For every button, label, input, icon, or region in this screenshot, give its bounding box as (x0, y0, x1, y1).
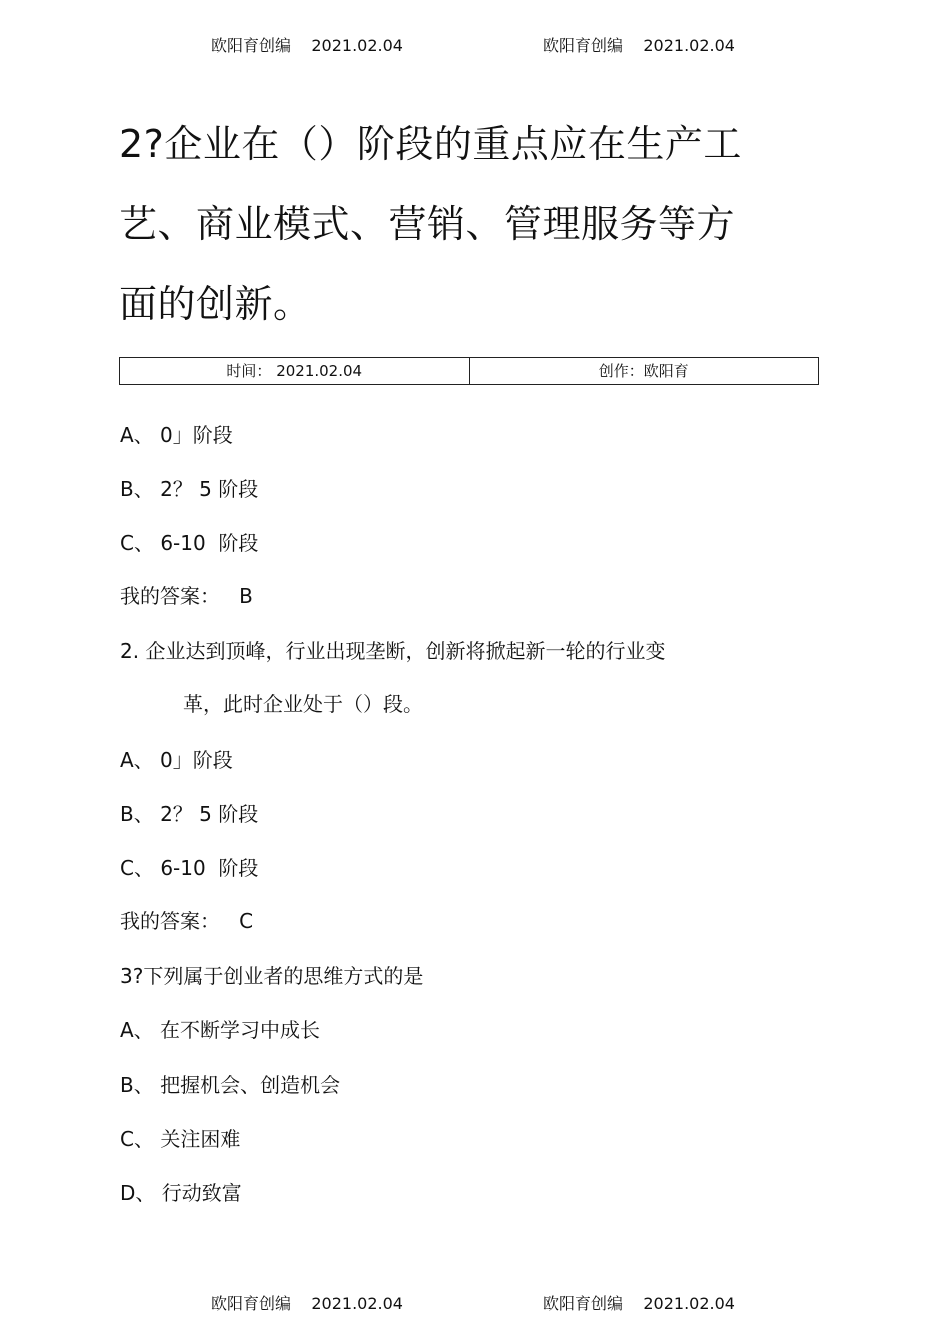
meta-author: 创作：欧阳育 (469, 358, 819, 384)
footer-left-text: 欧阳育创编 2021.02.04 (211, 1294, 403, 1313)
footer-right-text: 欧阳育创编 2021.02.04 (543, 1294, 735, 1313)
q3-option-c: C、 关注困难 (120, 1127, 241, 1151)
q2-option-a: A、 0」阶段 (120, 748, 233, 772)
q3-option-b: B、 把握机会、创造机会 (120, 1073, 341, 1097)
question-title: 2?企业在（）阶段的重点应在生产工艺、商业模式、营销、管理服务等方面的创新。 (119, 122, 742, 326)
page-footer (0, 1292, 950, 1316)
q1-option-b: B、 2？ 5 阶段 (120, 477, 259, 501)
header-right-text: 欧阳育创编 2021.02.04 (543, 36, 735, 55)
meta-table (119, 357, 819, 385)
page-header (0, 34, 950, 58)
meta-time: 时间： 2021.02.04 (226, 362, 363, 380)
q3-option-a: A、 在不断学习中成长 (120, 1018, 321, 1042)
q2-option-b: B、 2？ 5 阶段 (120, 802, 259, 826)
q3-option-d: D、 行动致富 (120, 1181, 242, 1205)
q3-question: 3?下列属于创业者的思维方式的是 (120, 964, 424, 988)
q1-option-a: A、 0」阶段 (120, 423, 233, 447)
q2-question-line1: 2. 企业达到顶峰，行业出现垄断，创新将掀起新一轮的行业变 (120, 639, 666, 663)
q2-answer: 我的答案： C (120, 909, 254, 933)
q2-question-line2: 革，此时企业处于（）段。 (183, 692, 423, 716)
q1-answer: 我的答案： B (120, 584, 253, 608)
header-left-text: 欧阳育创编 2021.02.04 (211, 36, 403, 55)
q2-option-c: C、 6-10 阶段 (120, 856, 259, 880)
q1-option-c: C、 6-10 阶段 (120, 531, 259, 555)
